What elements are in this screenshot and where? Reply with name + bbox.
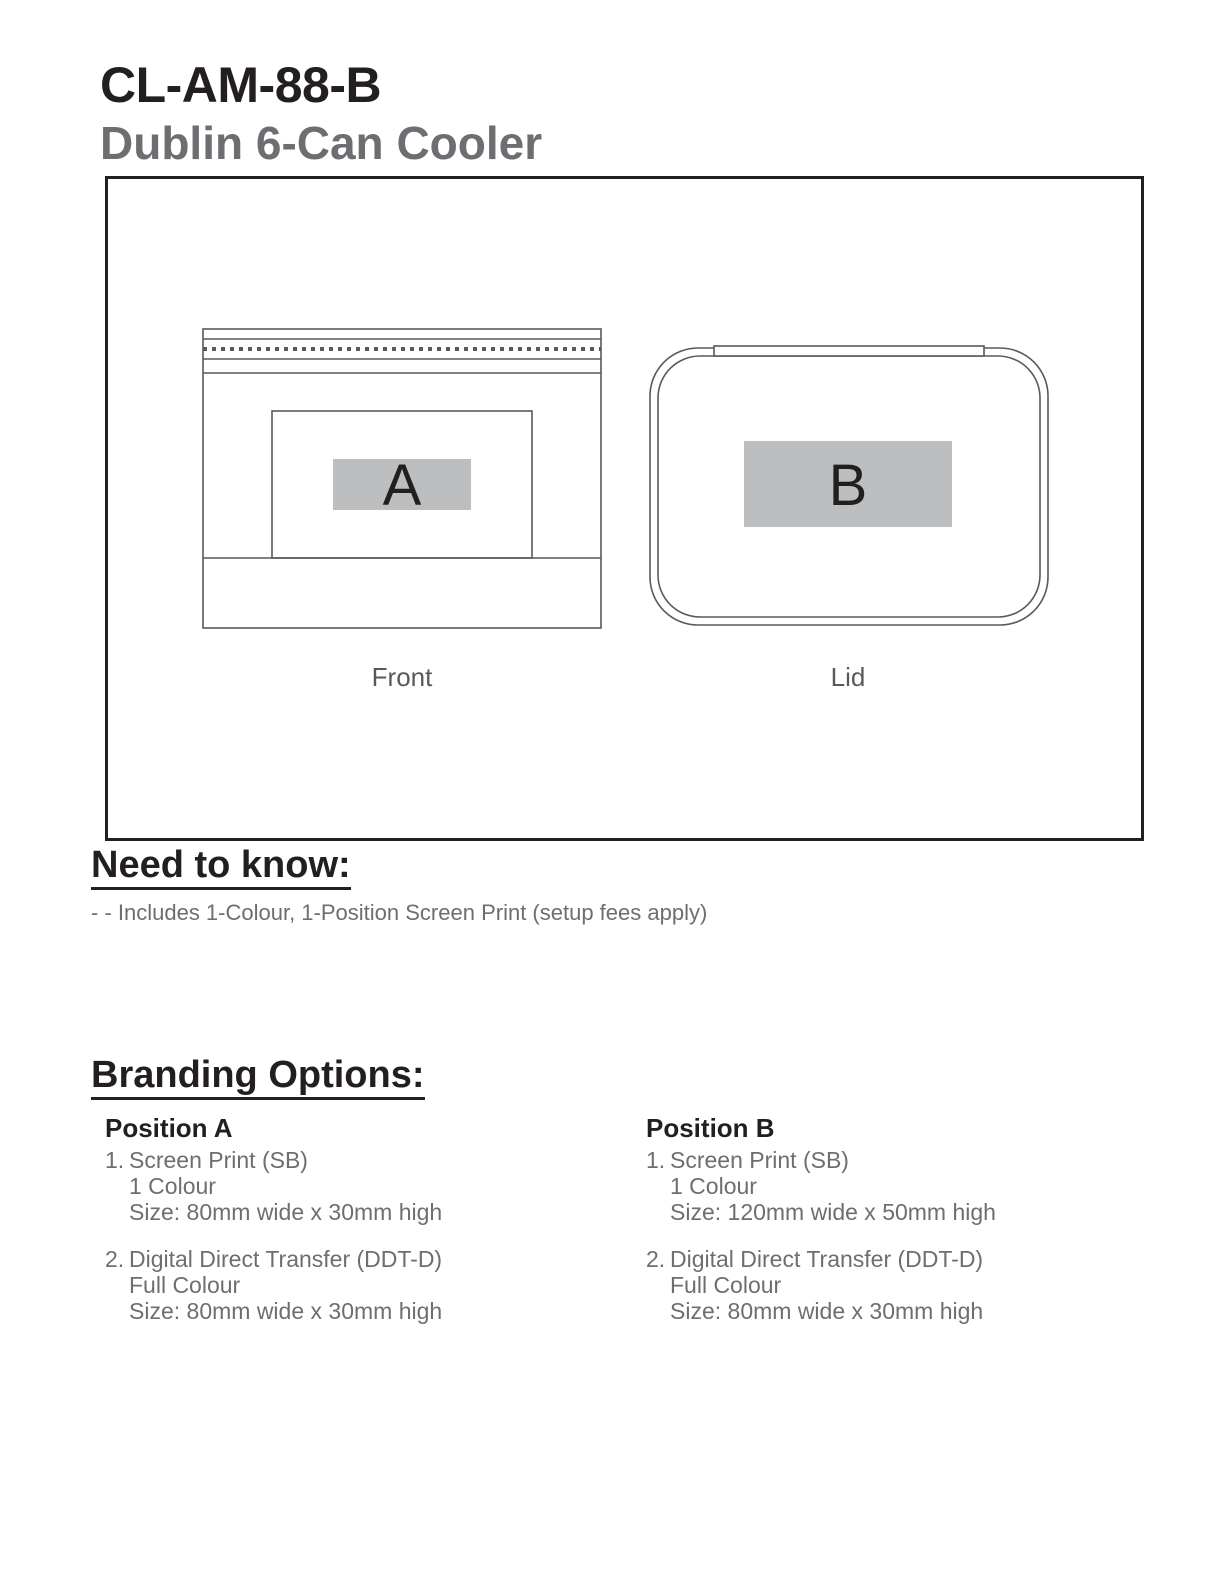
option-method: Screen Print (SB): [670, 1147, 849, 1173]
position-a-option: [105, 1246, 625, 1324]
position-a-column: [105, 1113, 625, 1345]
position-b-title: Position B: [646, 1113, 775, 1143]
option-colour: Full Colour: [129, 1272, 241, 1298]
option-method: Screen Print (SB): [129, 1147, 308, 1173]
position-a-letter: A: [382, 453, 422, 518]
option-colour: 1 Colour: [129, 1173, 216, 1199]
branding-options-heading: Branding Options:: [91, 1053, 425, 1100]
lid-view-label: Lid: [830, 662, 866, 692]
need-to-know-heading: Need to know:: [91, 843, 351, 890]
option-method: Digital Direct Transfer (DDT-D): [670, 1246, 984, 1272]
position-b-option: [646, 1246, 1166, 1324]
position-a-title: Position A: [105, 1113, 233, 1143]
option-size: Size: 80mm wide x 30mm high: [670, 1298, 984, 1324]
option-size: Size: 80mm wide x 30mm high: [129, 1298, 443, 1324]
option-size: Size: 120mm wide x 50mm high: [670, 1199, 996, 1225]
position-b-column: [646, 1113, 1166, 1345]
lid-handle: [714, 346, 984, 356]
option-size: Size: 80mm wide x 30mm high: [129, 1199, 443, 1225]
position-b-letter: B: [828, 453, 868, 518]
artwork-frame: [105, 176, 1144, 841]
option-number: 1.: [646, 1147, 666, 1173]
position-a-option: [105, 1147, 625, 1225]
option-colour: Full Colour: [670, 1272, 782, 1298]
option-number: 2.: [105, 1246, 125, 1272]
option-colour: 1 Colour: [670, 1173, 757, 1199]
option-number: 1.: [105, 1147, 125, 1173]
front-view-label: Front: [371, 662, 433, 692]
artwork-drawing: [108, 179, 1141, 838]
option-method: Digital Direct Transfer (DDT-D): [129, 1246, 443, 1272]
product-code: CL-AM-88-B: [100, 57, 382, 113]
option-number: 2.: [646, 1246, 666, 1272]
need-to-know-item: - - Includes 1-Colour, 1-Position Screen Print (setup fees apply): [91, 900, 708, 925]
product-name: Dublin 6-Can Cooler: [100, 117, 543, 169]
position-b-option: [646, 1147, 1166, 1225]
